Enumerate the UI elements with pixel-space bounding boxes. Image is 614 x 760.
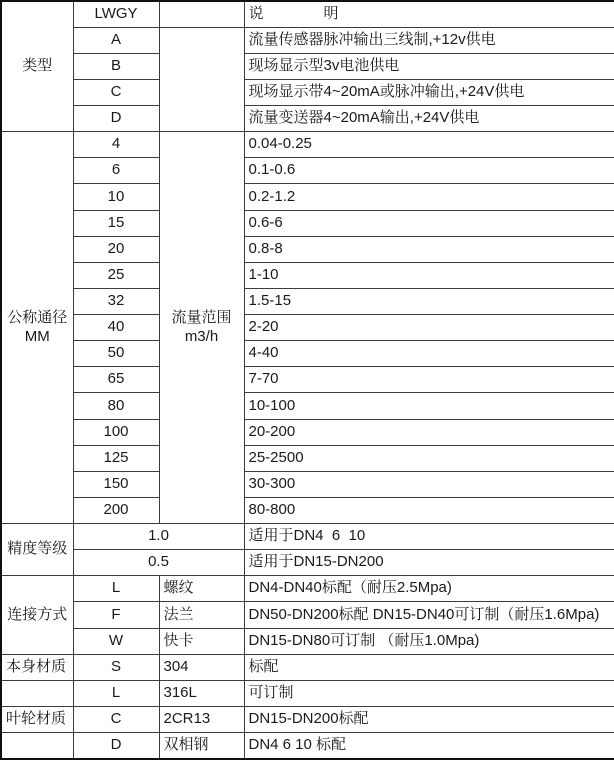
impeller-material-code-cell: D	[73, 733, 159, 760]
type-desc-cell: 流量变送器4~20mA输出,+24V供电	[244, 106, 614, 132]
flow-range-label-line2: m3/h	[184, 327, 219, 345]
dn-cell: 50	[73, 341, 159, 367]
accuracy-desc-cell: 适用于DN15-DN200	[244, 550, 614, 576]
flow-range-cell: 30-300	[244, 471, 614, 497]
type-desc-cell: 现场显示型3v电池供电	[244, 53, 614, 79]
type-code-cell: A	[73, 27, 159, 53]
dn-cell: 25	[73, 262, 159, 288]
accuracy-desc-cell: 适用于DN4 6 10	[244, 524, 614, 550]
body-material-name-cell: 304	[159, 654, 244, 680]
dn-cell: 20	[73, 236, 159, 262]
connection-name-cell: 法兰	[159, 602, 244, 628]
impeller-material-desc-cell: DN4 6 10 标配	[244, 733, 614, 760]
diameter-label-line2: MM	[24, 327, 50, 345]
body-material-empty-cell	[1, 680, 73, 706]
flow-range-cell: 0.2-1.2	[244, 184, 614, 210]
impeller-material-section-label: 叶轮材质	[1, 706, 73, 732]
dn-cell: 125	[73, 445, 159, 471]
type-section-label: 类型	[1, 1, 73, 132]
dn-cell: 32	[73, 288, 159, 314]
dn-cell: 40	[73, 315, 159, 341]
flow-range-label	[159, 132, 244, 524]
flow-range-cell: 4-40	[244, 341, 614, 367]
dn-cell: 4	[73, 132, 159, 158]
type-spacer-cell	[159, 27, 244, 132]
dn-cell: 80	[73, 393, 159, 419]
dn-cell: 100	[73, 419, 159, 445]
dn-cell: 150	[73, 471, 159, 497]
flow-range-cell: 1-10	[244, 262, 614, 288]
flow-range-cell: 7-70	[244, 367, 614, 393]
flow-range-cell: 80-800	[244, 497, 614, 523]
body-material-section-label: 本身材质	[1, 654, 73, 680]
type-code-cell: B	[73, 53, 159, 79]
flow-range-cell: 20-200	[244, 419, 614, 445]
flow-range-cell: 2-20	[244, 315, 614, 341]
impeller-material-name-cell: 2CR13	[159, 706, 244, 732]
accuracy-value-cell: 1.0	[73, 524, 244, 550]
connection-desc-cell: DN50-DN200标配 DN15-DN40可订制（耐压1.6Mpa)	[244, 602, 614, 628]
flow-range-cell: 0.8-8	[244, 236, 614, 262]
connection-code-cell: W	[73, 628, 159, 654]
impeller-material-desc-cell: DN15-DN200标配	[244, 706, 614, 732]
flow-range-cell: 10-100	[244, 393, 614, 419]
dn-cell: 10	[73, 184, 159, 210]
connection-code-cell: L	[73, 576, 159, 602]
dn-cell: 65	[73, 367, 159, 393]
flow-range-cell: 1.5-15	[244, 288, 614, 314]
connection-name-cell: 快卡	[159, 628, 244, 654]
connection-desc-cell: DN15-DN80可订制 （耐压1.0Mpa)	[244, 628, 614, 654]
connection-name-cell: 螺纹	[159, 576, 244, 602]
accuracy-value-cell: 0.5	[73, 550, 244, 576]
body-material-code-cell: L	[73, 680, 159, 706]
body-material-desc-cell: 可订制	[244, 680, 614, 706]
type-code-cell: D	[73, 106, 159, 132]
dn-cell: 15	[73, 210, 159, 236]
dn-cell: 200	[73, 497, 159, 523]
dn-cell: 6	[73, 158, 159, 184]
type-header-spacer-cell	[159, 1, 244, 27]
body-material-desc-cell: 标配	[244, 654, 614, 680]
body-material-name-cell: 316L	[159, 680, 244, 706]
type-desc-cell: 现场显示带4~20mA或脉冲输出,+24V供电	[244, 79, 614, 105]
flow-range-label-line1: 流量范围	[171, 308, 232, 326]
body-material-code-cell: S	[73, 654, 159, 680]
type-code-cell: C	[73, 79, 159, 105]
accuracy-section-label: 精度等级	[1, 524, 73, 576]
impeller-material-name-cell: 双相钢	[159, 733, 244, 760]
type-desc-cell: 流量传感器脉冲输出三线制,+12v供电	[244, 27, 614, 53]
impeller-material-code-cell: C	[73, 706, 159, 732]
connection-code-cell: F	[73, 602, 159, 628]
connection-section-label: 连接方式	[1, 576, 73, 654]
flow-range-cell: 25-2500	[244, 445, 614, 471]
model-code-header: LWGY	[73, 1, 159, 27]
description-header: 说 明	[244, 1, 614, 27]
flow-range-cell: 0.04-0.25	[244, 132, 614, 158]
diameter-section-label	[1, 132, 73, 524]
flow-range-cell: 0.6-6	[244, 210, 614, 236]
impeller-material-empty-cell	[1, 733, 73, 760]
connection-desc-cell: DN4-DN40标配（耐压2.5Mpa)	[244, 576, 614, 602]
diameter-label-line1: 公称通径	[7, 308, 68, 326]
flow-range-cell: 0.1-0.6	[244, 158, 614, 184]
